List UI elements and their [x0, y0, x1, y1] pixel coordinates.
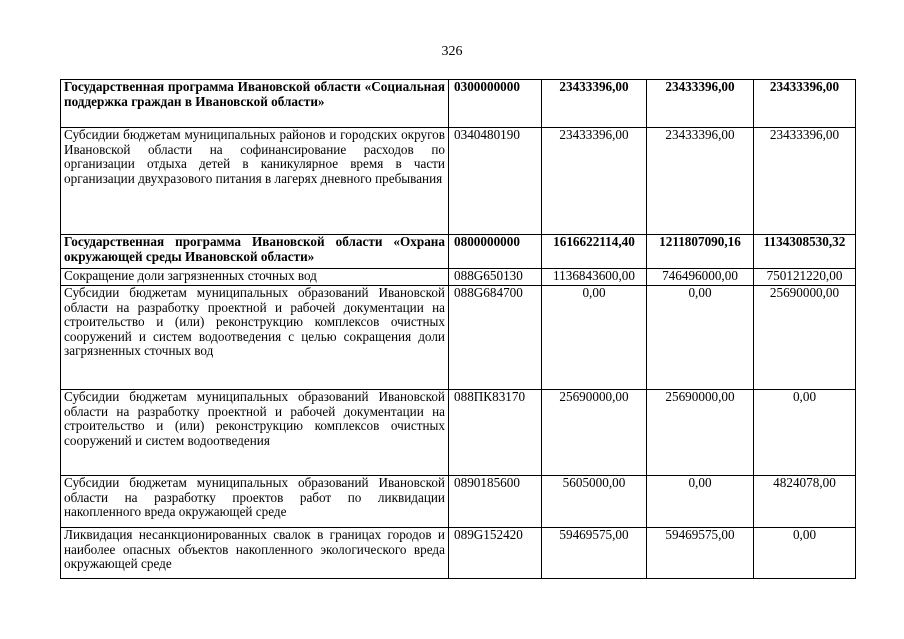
row-value-1-cell: 0,00 [542, 286, 647, 390]
row-name-cell: Ликвидация несанкционированных свалок в границах городов и наиболее опасных объектов накопленного экологического вреда окружающей среде [61, 528, 449, 579]
row-value-3-cell: 4824078,00 [754, 476, 856, 528]
table-row [61, 286, 856, 390]
table-row [61, 269, 856, 286]
row-value-2-cell: 0,00 [647, 286, 754, 390]
table-row [61, 80, 856, 128]
row-name-cell: Субсидии бюджетам муниципальных образований Ивановской области на разработку проектной и рабочей документации на строительство и (или) реконструкцию комплексов очистных сооружений и систем водоотведения [61, 390, 449, 476]
row-value-3-cell: 750121220,00 [754, 269, 856, 286]
row-value-2-cell: 25690000,00 [647, 390, 754, 476]
row-value-1-cell: 23433396,00 [542, 80, 647, 128]
row-code-cell: 088G684700 [449, 286, 542, 390]
row-value-2-cell: 59469575,00 [647, 528, 754, 579]
row-value-3-cell: 23433396,00 [754, 128, 856, 235]
row-value-1-cell: 23433396,00 [542, 128, 647, 235]
row-name-cell: Субсидии бюджетам муниципальных образований Ивановской области на разработку проектной и рабочей документации на строительство и (или) реконструкцию комплексов очистных сооружений и систем водоотведения с целью сокращения доли загрязненных сточных вод [61, 286, 449, 390]
row-value-3-cell: 1134308530,32 [754, 235, 856, 269]
row-value-2-cell: 746496000,00 [647, 269, 754, 286]
row-name-cell: Государственная программа Ивановской области «Социальная поддержка граждан в Ивановской области» [61, 80, 449, 128]
row-code-cell: 0800000000 [449, 235, 542, 269]
row-name-cell: Государственная программа Ивановской области «Охрана окружающей среды Ивановской области» [61, 235, 449, 269]
page-number: 326 [441, 44, 463, 59]
row-name-cell: Субсидии бюджетам муниципальных районов и городских округов Ивановской области на софинансирование расходов по организации отдыха детей в каникулярное время в части организации двухразового питания в лагерях дневного пребывания [61, 128, 449, 235]
row-code-cell: 0890185600 [449, 476, 542, 528]
row-code-cell: 088G650130 [449, 269, 542, 286]
row-value-2-cell: 0,00 [647, 476, 754, 528]
row-code-cell: 088ПК83170 [449, 390, 542, 476]
budget-table [60, 79, 856, 579]
row-value-2-cell: 23433396,00 [647, 128, 754, 235]
row-name-cell: Сокращение доли загрязненных сточных вод [61, 269, 449, 286]
row-value-1-cell: 25690000,00 [542, 390, 647, 476]
row-value-3-cell: 0,00 [754, 528, 856, 579]
row-code-cell: 0340480190 [449, 128, 542, 235]
table-row [61, 235, 856, 269]
row-value-2-cell: 23433396,00 [647, 80, 754, 128]
row-value-3-cell: 0,00 [754, 390, 856, 476]
row-value-2-cell: 1211807090,16 [647, 235, 754, 269]
row-value-1-cell: 59469575,00 [542, 528, 647, 579]
table-row [61, 390, 856, 476]
row-code-cell: 089G152420 [449, 528, 542, 579]
table-row [61, 128, 856, 235]
table-row [61, 528, 856, 579]
row-value-1-cell: 1616622114,40 [542, 235, 647, 269]
row-value-1-cell: 5605000,00 [542, 476, 647, 528]
row-value-3-cell: 25690000,00 [754, 286, 856, 390]
row-name-cell: Субсидии бюджетам муниципальных образований Ивановской области на разработку проектов работ по ликвидации накопленного вреда окружающей среде [61, 476, 449, 528]
row-value-3-cell: 23433396,00 [754, 80, 856, 128]
row-code-cell: 0300000000 [449, 80, 542, 128]
row-value-1-cell: 1136843600,00 [542, 269, 647, 286]
table-row [61, 476, 856, 528]
